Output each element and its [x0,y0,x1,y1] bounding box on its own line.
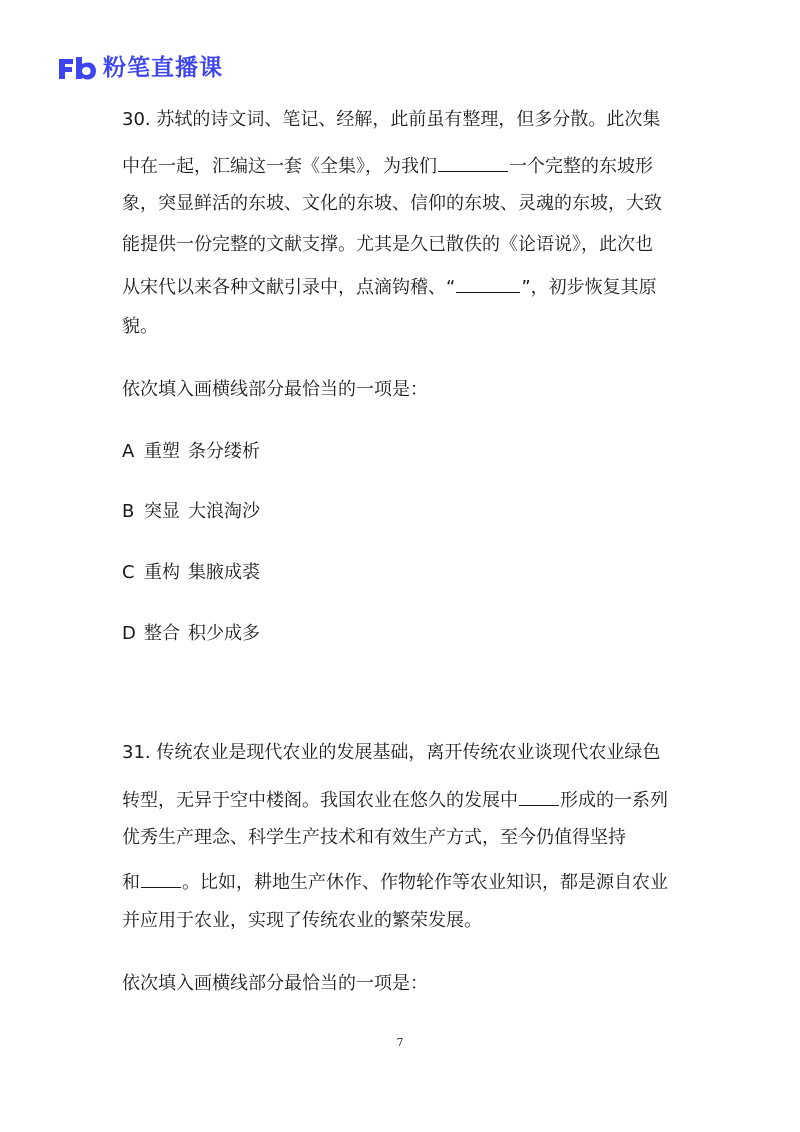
fb-logo-icon [57,55,97,81]
q30-line-2 [122,153,653,179]
q30-line-5-before-blank: 从宋代以来各种文献引录中，点滴钩稽、“ [122,277,456,298]
q30-option-c[interactable] [122,561,260,585]
q31-prompt: 依次填入画横线部分最恰当的一项是： [122,973,428,994]
option-word-1: 整合 [144,623,180,644]
q31-line-2-before-blank: 转型，无异于空中楼阁。我国农业在悠久的发展中 [122,790,518,811]
option-letter: B [122,501,135,522]
page-number: 7 [396,1036,404,1049]
q30-prompt: 依次填入画横线部分最恰当的一项是： [122,379,428,400]
q30-line-5 [122,274,657,300]
q30-line-2-after-blank: 一个完整的东坡形 [509,156,653,177]
option-word-2: 条分缕析 [188,441,260,462]
q31-line-4-after-blank: 。比如，耕地生产休作、作物轮作等农业知识，都是源自农业 [182,872,668,893]
q30-line-4: 能提供一份完整的文献支撑。尤其是久已散佚的《论语说》，此次也 [122,234,653,255]
q30-line-1: 30. 苏轼的诗文词、笔记、经解，此前虽有整理，但多分散。此次集 [122,109,661,130]
option-word-2: 积少成多 [188,623,260,644]
q31-line-2 [122,787,668,813]
q30-line-3: 象，突显鲜活的东坡、文化的东坡、信仰的东坡、灵魂的东坡，大致 [122,193,662,214]
fill-blank [438,153,508,172]
option-letter: A [122,441,135,462]
option-word-1: 重塑 [144,441,180,462]
option-word-2: 集腋成裘 [188,562,260,583]
q31-line-1: 31. 传统农业是现代农业的发展基础，离开传统农业谈现代农业绿色 [122,742,661,763]
q31-line-4 [122,869,668,895]
option-word-2: 大浪淘沙 [188,501,260,522]
option-letter: C [122,562,135,583]
brand-name: 粉笔直播课 [103,55,223,81]
option-word-1: 突显 [144,501,180,522]
q30-option-d[interactable] [122,622,260,646]
q30-line-6: 貌。 [122,316,158,337]
q31-line-5: 并应用于农业，实现了传统农业的繁荣发展。 [122,910,482,931]
q31-line-2-after-blank: 形成的一系列 [560,790,668,811]
brand-logo [57,53,223,83]
q30-option-a[interactable] [122,440,260,464]
q30-option-b[interactable] [122,500,260,524]
q31-line-4-before-blank: 和 [122,872,140,893]
fill-blank [519,787,559,806]
fill-blank [456,274,520,293]
option-letter: D [122,623,136,644]
q30-line-5-after-blank: ”，初步恢复其原 [521,277,657,298]
fill-blank [141,869,181,888]
q30-line-2-before-blank: 中在一起，汇编这一套《全集》，为我们 [122,156,437,177]
option-word-1: 重构 [144,562,180,583]
q31-line-3: 优秀生产理念、科学生产技术和有效生产方式，至今仍值得坚持 [122,827,626,848]
